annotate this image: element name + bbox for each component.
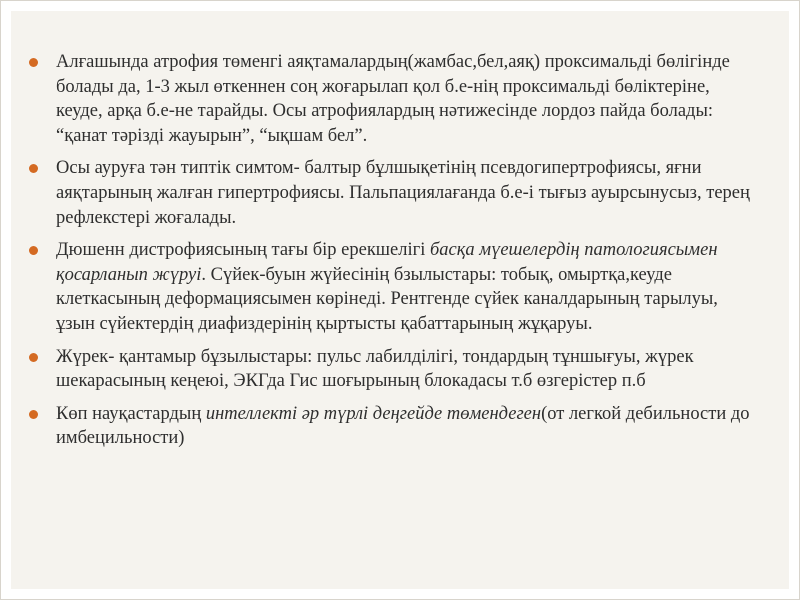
bullet-item-intellect — [29, 402, 759, 451]
bullet-item-atrophy — [29, 50, 759, 148]
bullet-dot-icon — [29, 353, 38, 362]
bullet-text-italic: басқа мүешелердің патологиясымен қосарланып жүруі — [56, 240, 718, 285]
slide-content — [29, 50, 759, 459]
bullet-dot-icon — [29, 246, 38, 255]
bullet-text-start: Көп науқастардың — [56, 403, 206, 424]
bullet-item-cardiovascular — [29, 345, 759, 394]
bullet-text: Алғашында атрофия төменгі аяқтамалардың(жамбас,бел,аяқ) проксимальді бөлігінде болады да, 1-3 жыл өткеннен соң жоғарылап қол б.е-нің проксимальді бөліктеріне, кеуде, арқа б.е-не тарайды. Осы атрофиялардың нәтижесінде лордоз пайда болады: “қанат тәрізді жауырын”, “ықшам бел”. — [56, 52, 730, 146]
bullet-text-end: (от легкой дебильности до имбецильности) — [56, 403, 750, 449]
bullet-text: Осы ауруға тән типтік симтом- балтыр бұлшықетінің псевдогипертрофиясы, яғни аяқтарының жалған гипертрофиясы. Пальпациялағанда б.е-і тығыз ауырсынусыз, терең рефлекстері жоғалады. — [56, 158, 750, 228]
bullet-dot-icon — [29, 164, 38, 173]
bullet-dot-icon — [29, 58, 38, 67]
bullet-item-duchenne — [29, 238, 759, 336]
bullet-text-start: Дюшенн дистрофиясының тағы бір ерекшелігі — [56, 240, 430, 261]
bullet-text-italic: интеллекті әр түрлі деңгейде төмендеген — [205, 403, 542, 424]
bullet-item-pseudohypertrophy — [29, 156, 759, 230]
bullet-dot-icon — [29, 410, 38, 419]
bullet-text-end: . Сүйек-буын жүйесінің бзылыстары: тобық, омыртқа,кеуде клеткасының деформациясымен көрінеді. Рентгенде сүйек каналдарының тарылуы, ұзын сүйектердің диафиздерінің қыртысты қабаттарының жұқаруы. — [56, 264, 718, 334]
bullet-text: Жүрек- қантамыр бұзылыстары: пульс лабилділігі, тондардың тұншығуы, жүрек шекарасының кеңеюі, ЭКГда Гис шоғырының блокадасы т.б өзгерістер п.б — [56, 346, 694, 392]
